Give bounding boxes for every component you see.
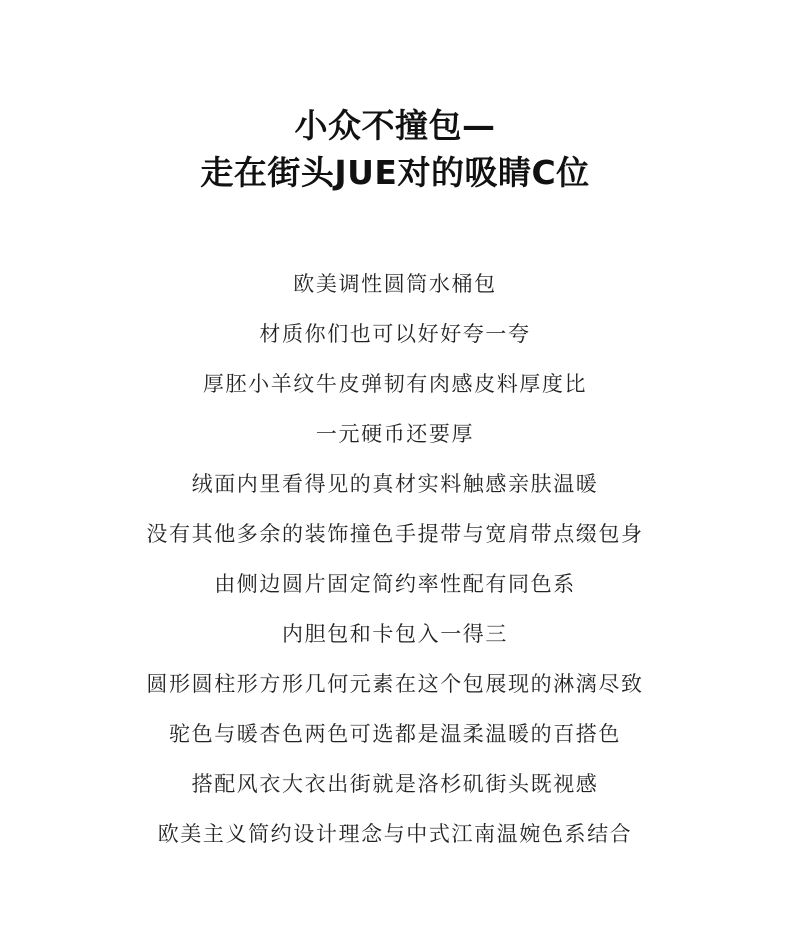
description-line: 一元硬币还要厚 (315, 422, 475, 446)
description-line: 驼色与暖杏色两色可选都是温柔温暖的百搭色 (169, 722, 621, 746)
headline-line-2: 走在街头JUE对的吸睛C位 (200, 153, 590, 192)
description-line: 没有其他多余的装饰撞色手提带与宽肩带点缀包身 (146, 522, 644, 546)
description-line: 内胆包和卡包入一得三 (282, 622, 508, 646)
description-line: 欧美主义简约设计理念与中式江南温婉色系结合 (157, 822, 633, 846)
description-line: 欧美调性圆筒水桶包 (293, 272, 497, 296)
description-line: 厚胚小羊纹牛皮弹韧有肉感皮料厚度比 (202, 372, 588, 396)
description-text-block (0, 259, 790, 859)
description-line: 绒面内里看得见的真材实料触感亲肤温暖 (191, 472, 599, 496)
description-line: 由侧边圆片固定简约率性配有同色系 (214, 572, 576, 596)
description-line: 材质你们也可以好好夸一夸 (259, 322, 531, 346)
description-line: 圆形圆柱形方形几何元素在这个包展现的淋漓尽致 (146, 672, 644, 696)
headline (0, 102, 790, 196)
description-line: 搭配风衣大衣出街就是洛杉矶街头既视感 (191, 772, 599, 796)
headline-line-1: 小众不撞包— (294, 106, 496, 145)
